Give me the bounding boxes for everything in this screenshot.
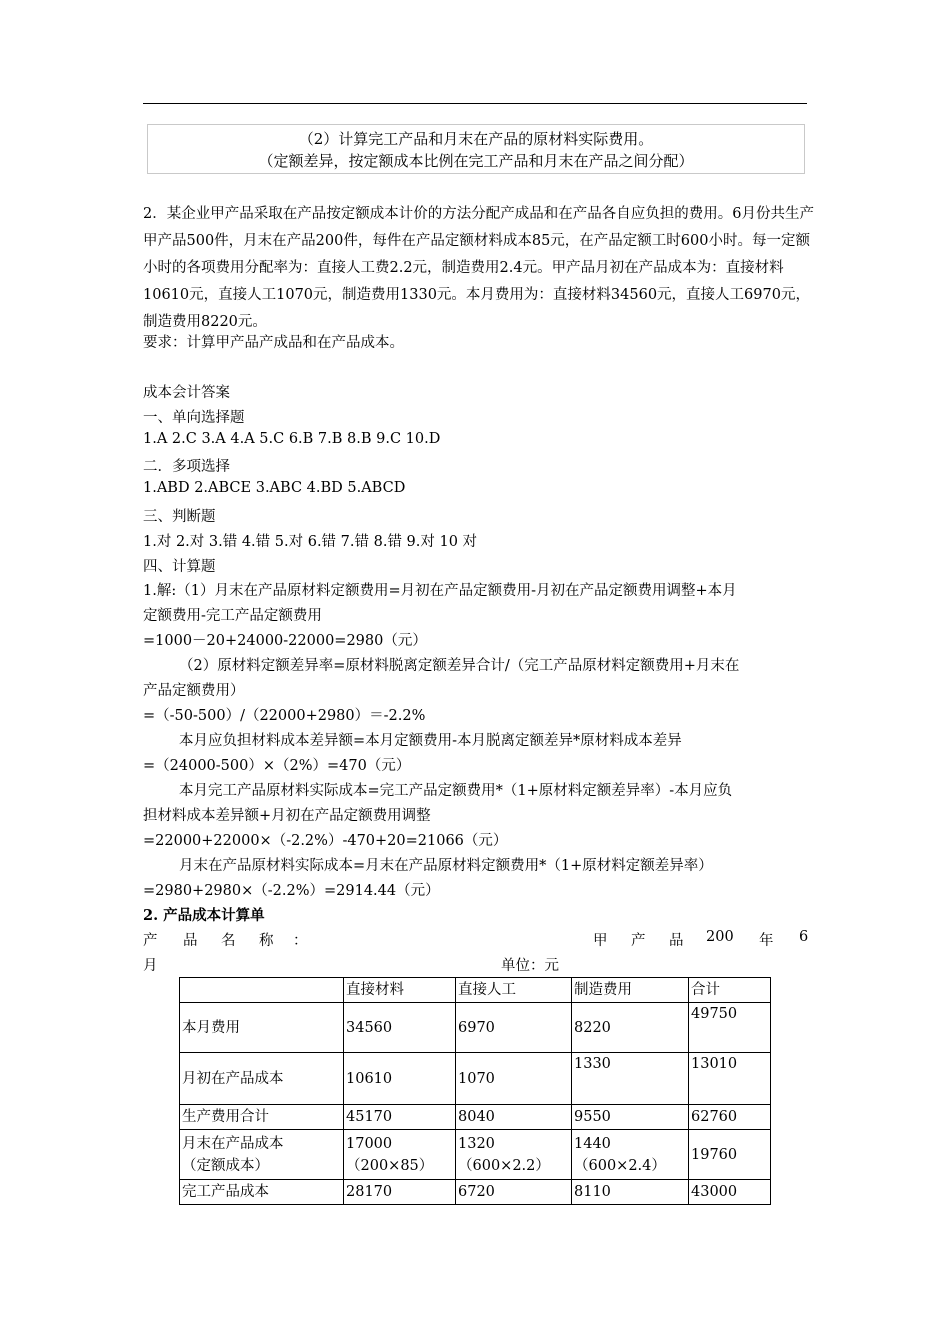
- header-cell: 制造费用: [572, 978, 689, 1003]
- labor-cell: 6720: [456, 1180, 572, 1205]
- section-2-answers: 1.ABD 2.ABCE 3.ABC 4.BD 5.ABCD: [143, 480, 406, 496]
- labor-formula: （600×2.2）: [458, 1157, 550, 1174]
- requirement-line-1: （2）计算完工产品和月末在产品的原材料实际费用。: [298, 130, 654, 148]
- calc-4-line-2: 担材料成本差异额+月初在产品定额费用调整: [143, 808, 431, 824]
- material-formula: （200×85）: [346, 1157, 434, 1174]
- labor-cell: 1070: [456, 1053, 572, 1105]
- total-cell: 13010: [689, 1053, 771, 1105]
- material-cell: 34560: [344, 1003, 456, 1053]
- material-cell: 28170: [344, 1180, 456, 1205]
- section-1-title: 一、单向选择题: [143, 410, 245, 426]
- problem-2-text: 2．某企业甲产品采取在产品按定额成本计价的方法分配产成品和在产品各自应负担的费用。6月份共生产甲产品500件，月末在产品200件，每件在产品定额材料成本85元，在产品定额工时600小时。每一定额小时的各项费用分配率为：直接人工费2.2元，制造费用2.4元。甲产品月初在产品成本为：直接材料10610元，直接人工1070元，制造费用1330元。本月费用为：直接材料34560元，直接人工6970元，制造费用8220元。: [143, 206, 814, 330]
- total-cell: 62760: [689, 1105, 771, 1130]
- cost-sheet-title: 2. 产品成本计算单: [143, 907, 265, 924]
- product-value-char: 甲: [593, 933, 608, 949]
- calc-5-line-1: 月末在产品原材料实际成本=月末在产品原材料定额费用*（1+原材料定额差异率）: [179, 858, 713, 874]
- calc-1-line-2: 定额费用-完工产品定额费用: [143, 608, 322, 624]
- labor-cell: [456, 1130, 572, 1180]
- row-label-line-2: （定额成本）: [182, 1157, 269, 1174]
- row-label: 本月费用: [180, 1003, 344, 1053]
- product-label-char: 品: [183, 933, 198, 949]
- table-row: [180, 1180, 771, 1205]
- calc-2-line-2: 产品定额费用）: [143, 683, 245, 699]
- calc-4-line-1: 本月完工产品原材料实际成本=完工产品定额费用*（1+原材料定额差异率）-本月应负: [179, 783, 733, 799]
- section-3-title: 三、判断题: [143, 509, 216, 525]
- labor-cell: 8040: [456, 1105, 572, 1130]
- overhead-value: 1440: [574, 1135, 611, 1152]
- calc-5-line-2: =2980+2980×（-2.2%）=2914.44（元）: [143, 883, 440, 899]
- requirement-box: [147, 124, 805, 174]
- header-cell: 直接材料: [344, 978, 456, 1003]
- material-cell: 45170: [344, 1105, 456, 1130]
- calc-3-line-2: =（24000-500）×（2%）=470（元）: [143, 758, 411, 774]
- row-label: 月初在产品成本: [180, 1053, 344, 1105]
- total-cell: 19760: [689, 1130, 771, 1180]
- month-char: 月: [143, 958, 158, 974]
- cost-calculation-table: [179, 977, 771, 1205]
- total-cell: 49750: [689, 1003, 771, 1053]
- product-label-char: 产: [143, 933, 158, 949]
- table-header-row: [180, 978, 771, 1003]
- overhead-formula: （600×2.4）: [574, 1157, 666, 1174]
- overhead-cell: 1330: [572, 1053, 689, 1105]
- section-4-title: 四、计算题: [143, 559, 216, 575]
- calc-1-line-1: 1.解:（1）月末在产品原材料定额费用=月初在产品定额费用-月初在产品定额费用调整+本月: [143, 583, 737, 599]
- overhead-cell: 8220: [572, 1003, 689, 1053]
- table-row: [180, 1105, 771, 1130]
- product-label-char: ：: [293, 933, 308, 949]
- header-cell: [180, 978, 344, 1003]
- row-label: 完工产品成本: [180, 1180, 344, 1205]
- row-label: 生产费用合计: [180, 1105, 344, 1130]
- overhead-cell: 8110: [572, 1180, 689, 1205]
- header-cell: 合计: [689, 978, 771, 1003]
- product-value-char: 产: [631, 933, 646, 949]
- unit-label: 单位：元: [501, 958, 559, 974]
- section-1-answers: 1.A 2.C 3.A 4.A 5.C 6.B 7.B 8.B 9.C 10.D: [143, 431, 441, 447]
- product-value-char: 品: [669, 933, 684, 949]
- problem-2-requirement: 要求：计算甲产品产成品和在产品成本。: [143, 335, 404, 351]
- row-label-line-1: 月末在产品成本: [182, 1135, 284, 1152]
- row-label: [180, 1130, 344, 1180]
- table-row: [180, 1053, 771, 1105]
- overhead-cell: 9550: [572, 1105, 689, 1130]
- labor-value: 1320: [458, 1135, 495, 1152]
- header-rule: [143, 103, 807, 104]
- table-row: [180, 1130, 771, 1180]
- material-cell: 10610: [344, 1053, 456, 1105]
- product-value-char: 年: [759, 933, 774, 949]
- requirement-line-2: （定额差异，按定额成本比例在完工产品和月末在产品之间分配）: [258, 152, 694, 170]
- table-row: [180, 1003, 771, 1053]
- product-value-char: 6: [799, 929, 809, 945]
- product-label-char: 名: [221, 933, 236, 949]
- overhead-cell: [572, 1130, 689, 1180]
- calc-2-line-3: =（-50-500）/（22000+2980）＝-2.2%: [143, 708, 426, 724]
- section-3-answers: 1.对 2.对 3.错 4.错 5.对 6.错 7.错 8.错 9.对 10 对: [143, 534, 478, 550]
- section-2-title: 二．多项选择: [143, 459, 230, 475]
- material-value: 17000: [346, 1135, 393, 1152]
- material-cell: [344, 1130, 456, 1180]
- product-value-char: 200: [706, 929, 734, 945]
- labor-cell: 6970: [456, 1003, 572, 1053]
- calc-1-line-3: =1000－20+24000-22000=2980（元）: [143, 633, 427, 649]
- total-cell: 43000: [689, 1180, 771, 1205]
- header-cell: 直接人工: [456, 978, 572, 1003]
- calc-4-line-3: =22000+22000×（-2.2%）-470+20=21066（元）: [143, 833, 508, 849]
- product-label-char: 称: [259, 933, 274, 949]
- answers-title: 成本会计答案: [143, 385, 230, 401]
- calc-2-line-1: （2）原材料定额差异率=原材料脱离定额差异合计/（完工产品原材料定额费用+月末在: [179, 658, 740, 674]
- calc-3-line-1: 本月应负担材料成本差异额=本月定额费用-本月脱离定额差异*原材料成本差异: [179, 733, 682, 749]
